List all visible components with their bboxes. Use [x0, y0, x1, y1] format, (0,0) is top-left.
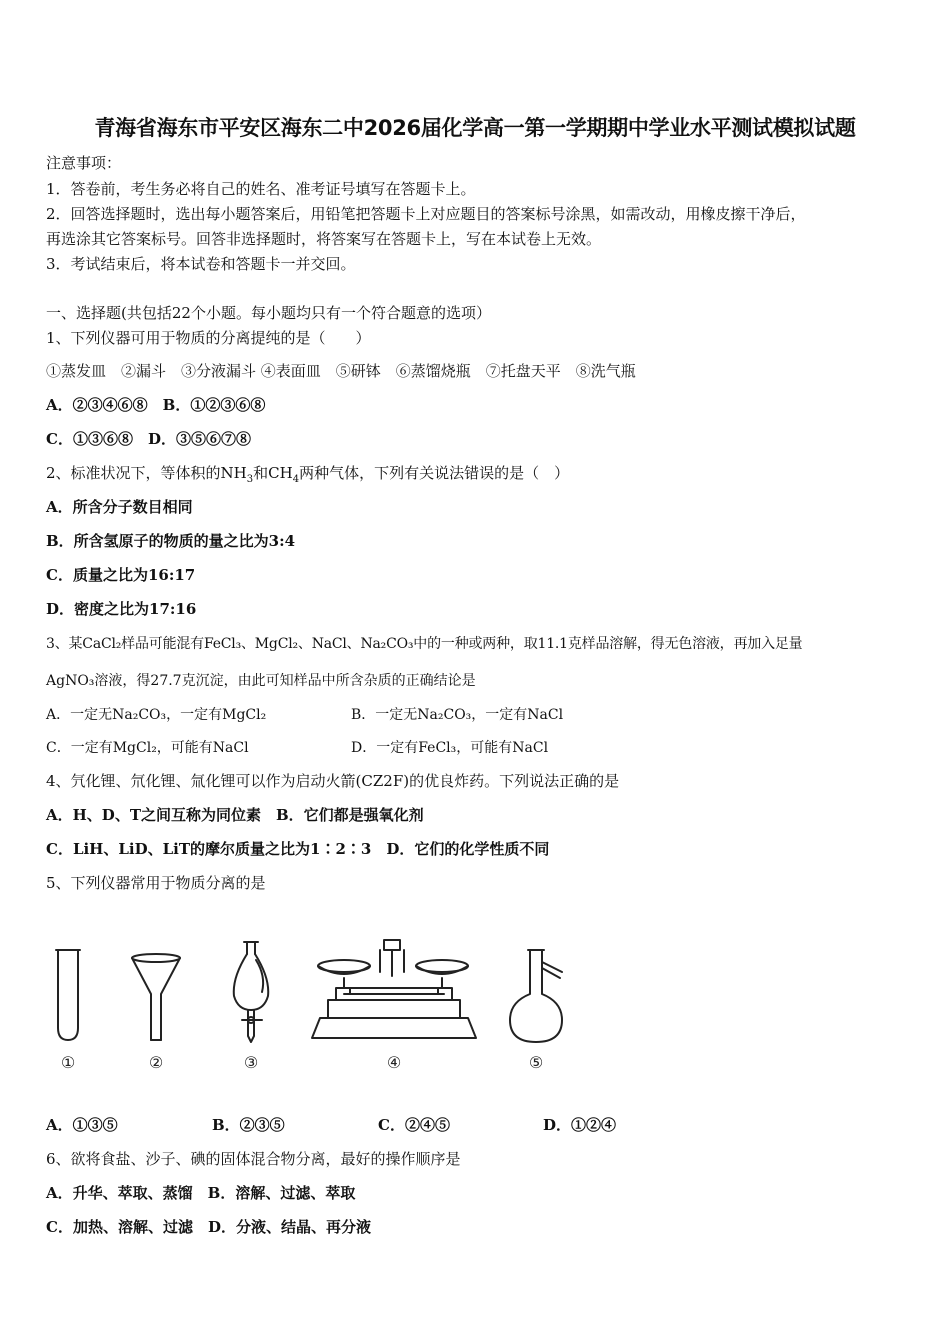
- figure-label-2: ②: [148, 1053, 164, 1072]
- q2-subscript-2: 4: [292, 474, 300, 485]
- q6-stem: 6、欲将食盐、沙子、碘的固体混合物分离，最好的操作顺序是: [46, 1150, 461, 1168]
- q5-apparatus-figure: [44, 936, 574, 1086]
- q4-options-cd: C．LiH、LiD、LiT的摩尔质量之比为1∶2∶3 D．它们的化学性质不同: [46, 840, 550, 858]
- q3-option-a: A．一定无Na₂CO₃，一定有MgCl₂: [46, 707, 267, 723]
- funnel-icon: [132, 954, 180, 1040]
- q1-stem: 1、下列仪器可用于物质的分离提纯的是（ ）: [46, 329, 371, 347]
- q1-options-cd: C．①③⑥⑧ D．③⑤⑥⑦⑧: [46, 430, 251, 448]
- q5-option-a: A．①③⑤: [46, 1116, 118, 1134]
- q3-option-c: C．一定有MgCl₂，可能有NaCl: [46, 740, 249, 756]
- exam-title: 青海省海东市平安区海东二中2026届化学高一第一学期期中学业水平测试模拟试题: [94, 116, 856, 140]
- q2-subscript-1: 3: [246, 474, 254, 485]
- figure-label-5: ⑤: [528, 1053, 544, 1072]
- q2-option-b: B．所含氢原子的物质的量之比为3:4: [46, 532, 296, 550]
- q3-stem-line1: 3、某CaCl₂样品可能混有FeCl₃、MgCl₂、NaCl、Na₂CO₃中的一种或两种，取11.1克样品溶解，得无色溶液，再加入足量: [46, 636, 803, 652]
- q2-stem-part-b: 和CH: [253, 464, 293, 482]
- notice-item-3: 3．考试结束后，将本试卷和答题卡一并交回。: [46, 255, 356, 273]
- q5-option-c: C．②④⑤: [378, 1116, 450, 1134]
- q4-options-ab: A．H、D、T之间互称为同位素 B．它们都是强氧化剂: [46, 806, 424, 824]
- q6-options-ab: A．升华、萃取、蒸馏 B．溶解、过滤、萃取: [46, 1184, 356, 1202]
- q1-items: ①蒸发皿 ②漏斗 ③分液漏斗 ④表面皿 ⑤研钵 ⑥蒸馏烧瓶 ⑦托盘天平 ⑧洗气瓶: [46, 362, 636, 380]
- notice-item-2-cont: 再选涂其它答案标号。回答非选择题时，将答案写在答题卡上，写在本试卷上无效。: [46, 230, 602, 248]
- separatory-funnel-icon: [234, 942, 268, 1042]
- q2-stem: [46, 462, 569, 485]
- q3-option-b: B．一定无Na₂CO₃，一定有NaCl: [351, 707, 564, 723]
- q4-stem: 4、氕化锂、氘化锂、氚化锂可以作为启动火箭(CZ2F)的优良炸药。下列说法正确的是: [46, 772, 620, 790]
- distilling-flask-icon: [510, 950, 562, 1042]
- q3-stem-line2: AgNO₃溶液，得27.7克沉淀，由此可知样品中所含杂质的正确结论是: [46, 673, 476, 689]
- figure-label-1: ①: [60, 1053, 76, 1072]
- q2-option-d: D．密度之比为17:16: [46, 600, 197, 618]
- q2-stem-part-a: 2、标准状况下，等体积的NH: [46, 464, 247, 482]
- q5-option-b: B．②③⑤: [212, 1116, 285, 1134]
- q5-option-d: D．①②④: [543, 1116, 617, 1134]
- q2-option-c: C．质量之比为16:17: [46, 566, 196, 584]
- q6-options-cd: C．加热、溶解、过滤 D．分液、结晶、再分液: [46, 1218, 371, 1236]
- q3-option-d: D．一定有FeCl₃，可能有NaCl: [351, 740, 549, 756]
- test-tube-icon: [56, 950, 80, 1040]
- q2-option-a: A．所含分子数目相同: [46, 498, 193, 516]
- q5-stem: 5、下列仪器常用于物质分离的是: [46, 874, 266, 892]
- q2-stem-part-c: 两种气体，下列有关说法错误的是（ ）: [299, 464, 570, 482]
- section-heading: 一、选择题(共包括22个小题。每小题均只有一个符合题意的选项）: [46, 304, 491, 322]
- notice-item-1: 1．答卷前，考生务必将自己的姓名、准考证号填写在答题卡上。: [46, 180, 476, 198]
- q1-options-ab: A．②③④⑥⑧ B．①②③⑥⑧: [46, 396, 266, 414]
- figure-label-4: ④: [386, 1053, 402, 1072]
- figure-label-3: ③: [243, 1053, 259, 1072]
- notice-item-2: 2．回答选择题时，选出每小题答案后，用铅笔把答题卡上对应题目的答案标号涂黑，如需改动，用橡皮擦干净后，: [46, 205, 806, 223]
- notice-heading: 注意事项：: [46, 154, 122, 172]
- balance-icon: [312, 940, 476, 1038]
